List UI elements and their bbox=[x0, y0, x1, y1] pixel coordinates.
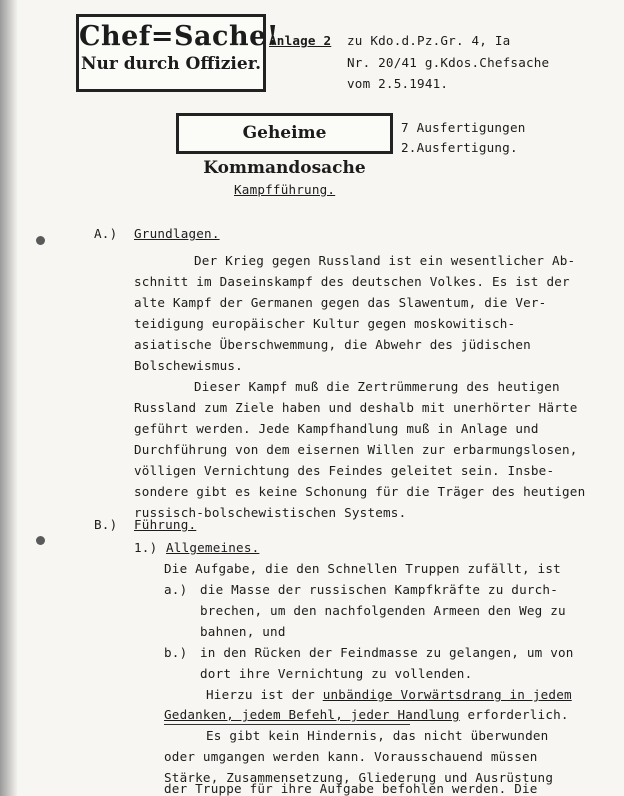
item-a-line: bahnen, und bbox=[200, 624, 286, 639]
section-a-line: russisch-bolschewistischen Systems. bbox=[134, 505, 407, 520]
stamp-geheime-text: Geheime Kommandosache bbox=[203, 123, 366, 178]
item-b-line: in den Rücken der Feindmasse zu gelangen, um von bbox=[200, 645, 574, 660]
section-a-label: A.) bbox=[94, 226, 118, 241]
paragraph-2-start bbox=[206, 687, 572, 702]
paragraph-3-line: Stärke, Zusammensetzung, Gliederung und Ausrüstung bbox=[164, 770, 554, 785]
reference-line-2: Nr. 20/41 g.Kdos.Chefsache bbox=[347, 55, 550, 70]
section-a-line: Durchführung von dem eisernen Willen zur erbarmungslosen, bbox=[134, 442, 578, 457]
stamp-nur-durch-text: Nur durch Offizier. bbox=[80, 54, 262, 74]
item-b-line: dort ihre Vernichtung zu vollenden. bbox=[200, 666, 473, 681]
punch-hole bbox=[36, 236, 45, 245]
item-a-line: brechen, um den nachfolgenden Armeen den Weg zu bbox=[200, 603, 566, 618]
paragraph-3-line: oder umgangen werden kann. Vorausschauend müssen bbox=[164, 749, 538, 764]
section-a-line: Der Krieg gegen Russland ist ein wesentlicher Ab- bbox=[194, 253, 576, 268]
paragraph-2-line-2 bbox=[164, 707, 569, 722]
anlage-label: Anlage 2 bbox=[269, 33, 332, 48]
item-b-label: b.) bbox=[164, 645, 188, 660]
section-b-heading: Führung. bbox=[134, 517, 197, 532]
section-a-line: alte Kampf der Germanen gegen das Slawentum, die Ver- bbox=[134, 295, 547, 310]
paragraph-2-start-text: Hierzu ist der bbox=[206, 687, 323, 702]
handwritten-underline bbox=[164, 724, 410, 725]
paragraph-2-underlined-2: Gedanken, jedem Befehl, jeder Handlung bbox=[164, 707, 460, 722]
section-a-heading: Grundlagen. bbox=[134, 226, 220, 241]
section-a-line: völligen Vernichtung des Feindes geleitet sein. Insbe- bbox=[134, 463, 555, 478]
geheime-kommandosache-stamp bbox=[176, 113, 393, 178]
section-a-line: geführt werden. Jede Kampfhandlung muß in Anlage und bbox=[134, 421, 539, 436]
paragraph-3-line: der Truppe für ihre Aufgabe befohlen werden. Die bbox=[164, 781, 538, 796]
section-a-line: asiatische Überschwemmung, die Abwehr des jüdischen bbox=[134, 337, 531, 352]
section-a-line: Russland zum Ziele haben und deshalb mit unerhörter Härte bbox=[134, 400, 578, 415]
punch-hole bbox=[36, 536, 45, 545]
item-a-label: a.) bbox=[164, 582, 188, 597]
reference-line-1: zu Kdo.d.Pz.Gr. 4, Ia bbox=[347, 33, 511, 48]
subsection-1-heading: Allgemeines. bbox=[166, 540, 260, 555]
section-a-line: schnitt im Daseinskampf des deutschen Volkes. Es ist der bbox=[134, 274, 570, 289]
document-title: Kampfführung. bbox=[234, 182, 336, 197]
section-a-line: Bolschewismus. bbox=[134, 358, 243, 373]
paragraph-2-underlined: unbändige Vorwärtsdrang in jedem bbox=[322, 687, 572, 702]
section-a-line: sondere gibt es keine Schonung für die Träger des heutigen bbox=[134, 484, 586, 499]
section-a-line: teidigung europäischer Kultur gegen moskowitisch- bbox=[134, 316, 516, 331]
paragraph-3-line: Es gibt kein Hindernis, das nicht überwunden bbox=[206, 728, 549, 743]
section-b-label: B.) bbox=[94, 517, 118, 532]
stamp-chef-sache-text: Chef=Sache! bbox=[79, 21, 280, 52]
item-a-line: die Masse der russischen Kampfkräfte zu durch- bbox=[200, 582, 558, 597]
scan-edge-shadow bbox=[0, 0, 18, 796]
chef-sache-stamp bbox=[76, 14, 280, 92]
subsection-1-label: 1.) bbox=[134, 540, 158, 555]
paragraph-2-end: erforderlich. bbox=[459, 707, 569, 722]
ausfertigung-number: 2.Ausfertigung. bbox=[401, 140, 518, 155]
ausfertigungen-count: 7 Ausfertigungen bbox=[401, 120, 526, 135]
section-a-line: Dieser Kampf muß die Zertrümmerung des heutigen bbox=[194, 379, 560, 394]
reference-line-3: vom 2.5.1941. bbox=[347, 76, 449, 91]
intro-line: Die Aufgabe, die den Schnellen Truppen zufällt, ist bbox=[164, 561, 561, 576]
